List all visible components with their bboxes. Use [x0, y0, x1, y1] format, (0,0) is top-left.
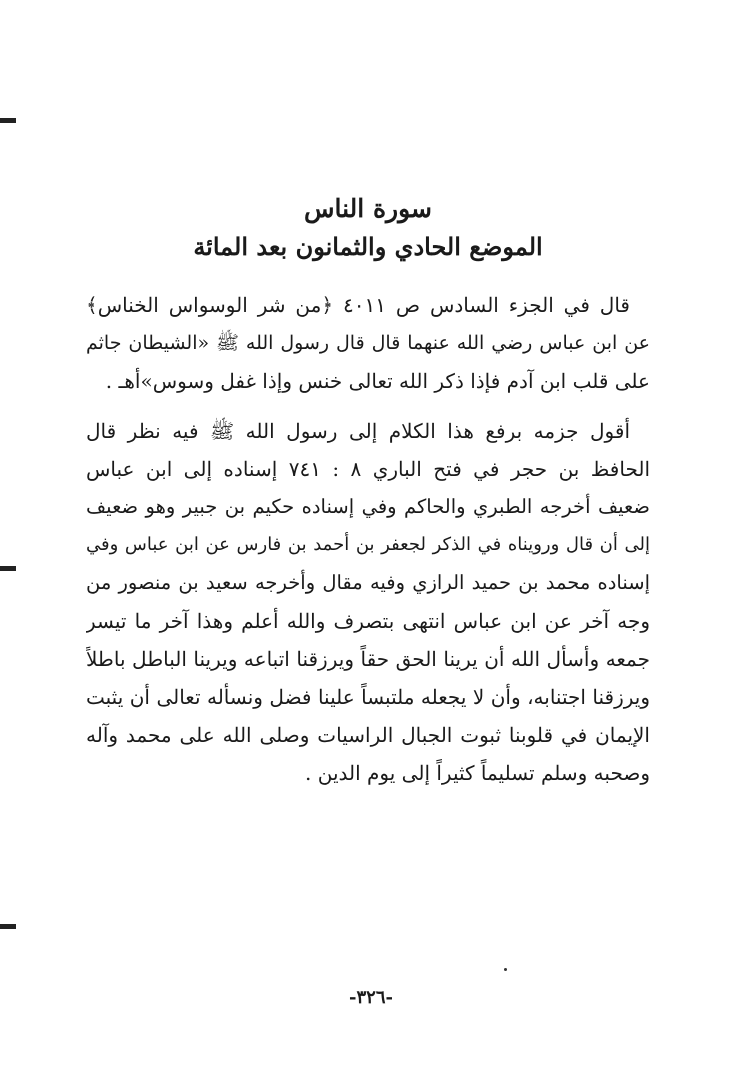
page-number: -٣٢٦- — [349, 987, 393, 1008]
text-line: جمعه وأسأل الله أن يرينا الحق حقاً ويرزقنا اتباعه ويرينا الباطل باطلاً — [86, 647, 650, 671]
scan-edge-mark — [0, 566, 16, 571]
surah-title: سورة الناس — [304, 194, 432, 223]
text-line: إلى أن قال ورويناه في الذكر لجعفر بن أحمد بن فارس عن ابن عباس وفي — [86, 534, 650, 555]
text-line: إسناده محمد بن حميد الرازي وفيه مقال وأخرجه سعيد بن منصور من — [86, 571, 650, 594]
scan-edge-mark — [0, 924, 16, 929]
text-line: الحافظ بن حجر في فتح الباري ٨ : ٧٤١ إسناده إلى ابن عباس — [86, 457, 650, 481]
text-line: ويرزقنا اجتنابه، وأن لا يجعله ملتبساً علينا فضل ونسأله تعالى أن يثبت — [86, 685, 650, 709]
text-line: الإيمان في قلوبنا ثبوت الجبال الراسيات وصلى الله على محمد وآله — [86, 723, 650, 747]
text-line: وجه آخر عن ابن عباس انتهى بتصرف والله أعلم وهذا آخر ما تيسر — [86, 609, 650, 633]
text-line: وصحبه وسلم تسليماً كثيراً إلى يوم الدين . — [305, 761, 650, 785]
text-line: أقول جزمه برفع هذا الكلام إلى رسول الله ﷺ فيه نظر قال — [86, 419, 630, 443]
section-title: الموضع الحادي والثمانون بعد المائة — [193, 232, 543, 261]
scan-speck — [504, 968, 507, 971]
text-line: عن ابن عباس رضي الله عنهما قال قال رسول الله ﷺ «الشيطان جاثم — [86, 332, 650, 354]
text-line: قال في الجزء السادس ص ٤٠١١ ﴿من شر الوسواس الخناس﴾ — [86, 293, 630, 317]
text-line: ضعيف أخرجه الطبري والحاكم وفي إسناده حكيم بن جبير وهو ضعيف — [86, 495, 650, 518]
text-line: على قلب ابن آدم فإذا ذكر الله تعالى خنس وإذا غفل وسوس»أهـ . — [105, 369, 650, 393]
scan-edge-mark — [0, 118, 16, 123]
